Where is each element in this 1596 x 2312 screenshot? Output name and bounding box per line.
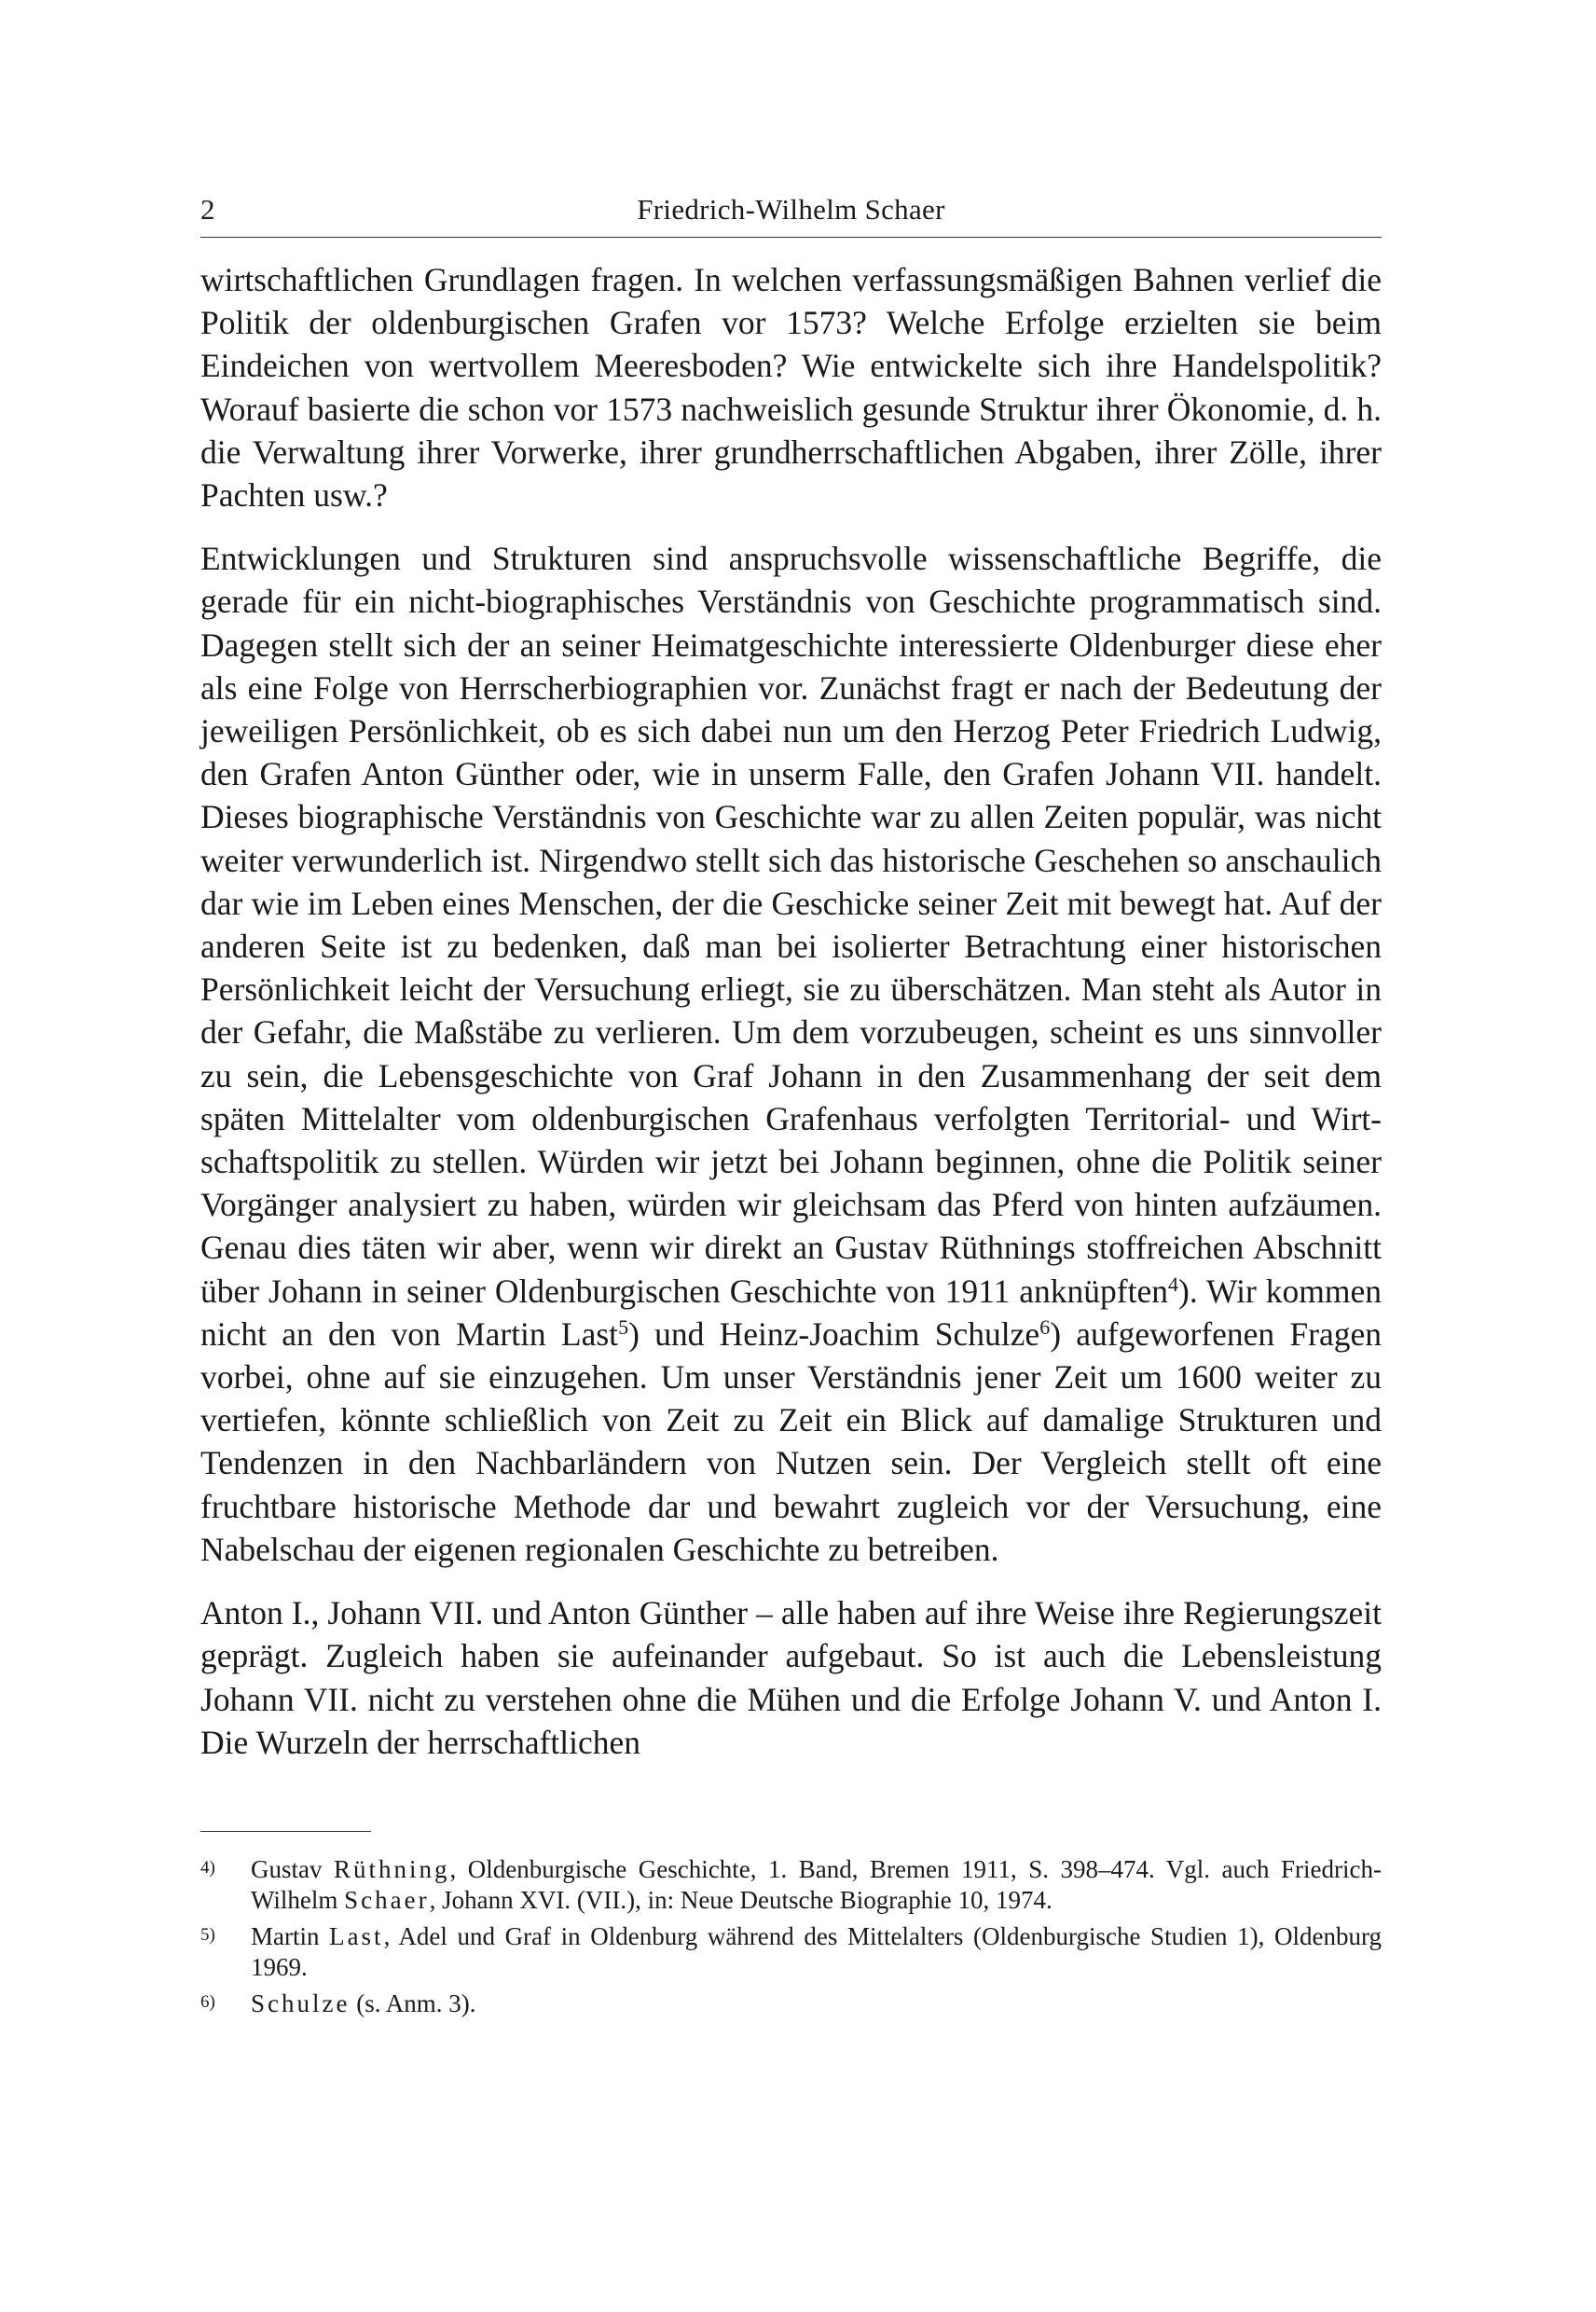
footnote-text-part: , Johann XVI. (VII.), in: Neue Deutsche Biographie 10, 1974. — [429, 1885, 1053, 1914]
header-rule — [200, 237, 1382, 238]
paragraph-1: wirtschaftlichen Grundlagen fragen. In welchen verfassungsmäßigen Bahnen verlief die Politik der oldenburgischen Grafen vor 1573? Welche Erfolge erzielten sie beim Eindeichen von wertvollem Meeresboden? Wie entwickelte sich ihre Handelspolitik? Worauf basierte die schon vor 1573 nachweislich gesunde Struktur ihrer Ökonomie, d. h. die Verwaltung ihrer Vorwerke, ihrer grundherrschaftlichen Abgaben, ihrer Zölle, ihrer Pachten usw.? — [200, 261, 1382, 515]
footnote-rule — [200, 1831, 371, 1832]
footnote-4 — [200, 1854, 1382, 1916]
page-number: 2 — [200, 193, 215, 226]
footnote-author-name: Last — [329, 1921, 384, 1950]
footnote-5 — [200, 1921, 1382, 1983]
footnote-text-part: , Adel und Graf in Oldenburg während des Mittelalters (Oldenburgische Studien 1), Oldenburg 1969. — [251, 1921, 1382, 1981]
paragraph-2-part-a: Entwicklungen und Strukturen sind anspruchsvolle wissenschaftliche Begriffe, die gerade für ein nicht-biographisches Verständnis von Geschichte programmatisch sind. Dagegen stellt sich der an seiner Heimatgeschichte interessierte Oldenburger diese eher als eine Folge von Herrscherbiographien vor. Zunächst fragt er nach der Bedeutung der jeweiligen Persönlichkeit, ob es sich dabei nun um den Herzog Peter Friedrich Ludwig, den Grafen Anton Günther oder, wie in unserm Falle, den Grafen Johann VII. handelt. Dieses biographische Verständnis von Geschichte war zu allen Zeiten populär, was nicht weiter verwunderlich ist. Nirgendwo stellt sich das historische Geschehen so anschaulich dar wie im Leben eines Menschen, der die Geschicke seiner Zeit mit bewegt hat. Auf der anderen Seite ist zu bedenken, daß man bei isolierter Betrachtung einer historischen Persönlichkeit leicht der Versuchung erliegt, sie zu überschätzen. Man steht als Autor in der Gefahr, die Maßstäbe zu verlieren. Um dem vorzubeugen, scheint es uns sinnvoller zu sein, die Lebensgeschichte von Graf Johann in den Zusammenhang der seit dem späten Mittelalter vom oldenburgischen Grafenhaus verfolgten Territorial- und Wirtschaftspolitik zu stellen. Würden wir jetzt bei Johann beginnen, ohne die Politik seiner Vorgänger analysiert zu haben, würden wir gleichsam das Pferd von hinten aufzäumen. Genau dies täten wir aber, wenn wir direkt an Gustav Rüthnings stoffreichen Abschnitt über Johann in seiner Oldenburgischen Geschichte von 1911 anknüpften — [200, 540, 1382, 1310]
paragraph-2-part-c: ) und Heinz-Joachim Schulze — [628, 1314, 1040, 1353]
footnote-ref-6[interactable]: 6 — [1039, 1314, 1051, 1339]
footnote-author-name: Schulze — [251, 1989, 351, 2017]
footnote-text — [251, 1921, 1382, 1983]
paragraph-2-part-b: ). Wir kommen nicht an den von Martin Last — [200, 1272, 1382, 1353]
paragraph-2 — [200, 537, 1382, 1571]
page — [200, 186, 1382, 2025]
paragraph-3: Anton I., Johann VII. und Anton Günther – alle haben auf ihre Weise ihre Regierungszeit geprägt. Zugleich haben sie aufeinander aufgebaut. So ist auch die Lebensleistung Johann VII. nicht zu verstehen ohne die Mühen und die Erfolge Johann V. und Anton I. Die Wurzeln der herrschaftlichen — [200, 1594, 1382, 1761]
footnote-text-part: (s. Anm. 3). — [350, 1989, 476, 2017]
footnotes — [200, 1854, 1382, 2019]
running-head-author: Friedrich-Wilhelm Schaer — [637, 193, 945, 226]
footnote-author-name: Rüthning — [334, 1854, 450, 1883]
paragraph-2-part-d: ) aufgeworfenen Fragen vorbei, ohne auf sie einzugehen. Um unser Verständnis jener Zeit um 1600 weiter zu vertiefen, könnte schließlich von Zeit zu Zeit ein Blick auf damalige Strukturen und Tendenzen in den Nachbarländern von Nutzen sein. Der Vergleich stellt oft eine fruchtbare historische Methode dar und bewahrt zugleich vor der Versuchung, eine Nabelschau der eigenen regionalen Geschichte zu betreiben. — [200, 1314, 1382, 1568]
footnote-marker: 4) — [200, 1857, 215, 1878]
footnote-text — [251, 1989, 1382, 2019]
footnote-text-part: Martin — [251, 1921, 330, 1950]
footnote-marker: 5) — [200, 1924, 215, 1945]
footnote-ref-4[interactable]: 4 — [1168, 1272, 1178, 1296]
footnote-6 — [200, 1989, 1382, 2019]
footnote-text-part: Gustav — [251, 1854, 335, 1883]
footnote-marker: 6) — [200, 1991, 215, 2012]
body-text — [200, 258, 1382, 1764]
running-head — [200, 186, 1382, 233]
footnote-text-part: , Oldenburgische Geschichte, 1. Band, Bremen 1911, S. 398–474. Vgl. auch Friedrich-Wilhelm — [251, 1854, 1382, 1914]
footnote-author-name: Schaer — [344, 1885, 430, 1914]
footnote-ref-5[interactable]: 5 — [618, 1314, 629, 1339]
footnote-text — [251, 1854, 1382, 1916]
